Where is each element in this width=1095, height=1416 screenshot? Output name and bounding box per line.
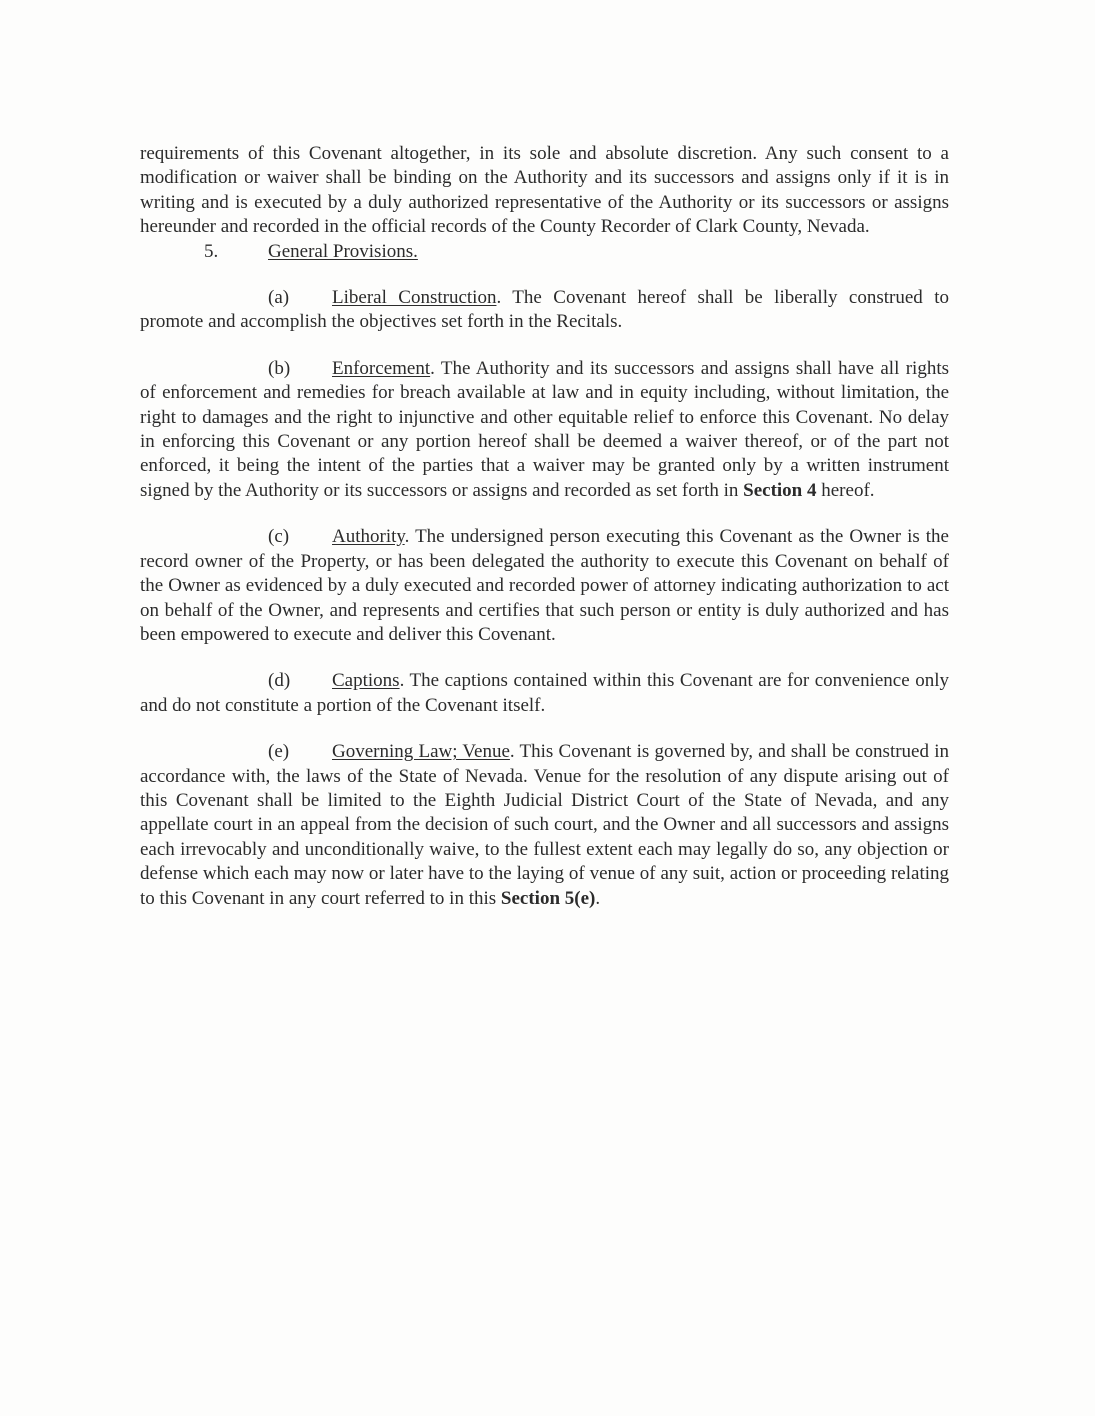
subsection-d <box>140 669 949 718</box>
subsection-c-body: . The undersigned person executing this Covenant as the Owner is the record owner of the Property, or has been delegated the authority to execute this Covenant on behalf of the Owner as evidenced by a duly executed and recorded power of attorney indicating authorization to act on behalf of the Owner, and represents and certifies that such person or entity is duly authorized and has been empowered to execute and deliver this Covenant. <box>140 526 949 645</box>
document-body <box>140 142 949 911</box>
subsection-b-tail: hereof. <box>816 479 875 501</box>
subsection-e-label: (e) <box>268 741 290 763</box>
subsection-a-title: Liberal Construction <box>332 287 497 309</box>
subsection-c-title: Authority <box>332 526 405 548</box>
intro-paragraph-text: requirements of this Covenant altogether, in its sole and absolute discretion. Any such consent to a modification or waiver shall be binding on the Authority and its successors and assigns only if it is in writing and is executed by a duly authorized representative of the Authority or its successors or assigns hereunder and recorded in the official records of the County Recorder of Clark County, Nevada. <box>140 143 949 238</box>
section-5-number: 5. <box>204 240 219 262</box>
subsection-e <box>140 740 949 911</box>
subsection-e-body: . This Covenant is governed by, and shall be construed in accordance with, the laws of the State of Nevada. Venue for the resolution of any dispute arising out of this Covenant shall be limited to the Eighth Judicial District Court of the State of Nevada, and any appellate court in an appeal from the decision of such court, and the Owner and all successors and assigns each irrevocably and unconditionally waive, to the fullest extent each may legally do so, any objection or defense which each may now or later have to the laying of venue of any suit, action or proceeding relating to this Covenant in any court referred to in this <box>140 741 949 909</box>
section-5-title: General Provisions. <box>268 240 418 262</box>
subsection-d-label: (d) <box>268 670 291 692</box>
intro-paragraph <box>140 142 949 240</box>
subsection-d-title: Captions <box>332 670 400 692</box>
subsection-d-body: . The captions contained within this Covenant are for convenience only and do not constitute a portion of the Covenant itself. <box>140 670 949 716</box>
subsection-b-body: . The Authority and its successors and assigns shall have all rights of enforcement and remedies for breach available at law and in equity including, without limitation, the right to damages and the right to injunctive and other equitable relief to enforce this Covenant. No delay in enforcing this Covenant or any portion hereof shall be deemed a waiver thereof, or of the part not enforced, it being the intent of the parties that a waiver may be granted only by a written instrument signed by the Authority or its successors or assigns and recorded as set forth in <box>140 357 949 501</box>
section-5-heading <box>140 240 949 264</box>
subsection-e-tail: . <box>595 887 601 909</box>
subsection-e-title: Governing Law; Venue <box>332 741 510 763</box>
subsection-b-title: Enforcement <box>332 357 431 379</box>
subsection-c-label: (c) <box>268 526 290 548</box>
subsection-b-section-ref: Section 4 <box>743 479 817 501</box>
subsection-b-label: (b) <box>268 357 291 379</box>
subsection-a <box>140 286 949 335</box>
subsection-b <box>140 357 949 503</box>
subsection-a-label: (a) <box>268 287 290 309</box>
subsection-e-section-ref: Section 5(e) <box>500 887 596 909</box>
subsection-a-body: . The Covenant hereof shall be liberally construed to promote and accomplish the objectives set forth in the Recitals. <box>140 287 949 333</box>
subsection-c <box>140 525 949 647</box>
